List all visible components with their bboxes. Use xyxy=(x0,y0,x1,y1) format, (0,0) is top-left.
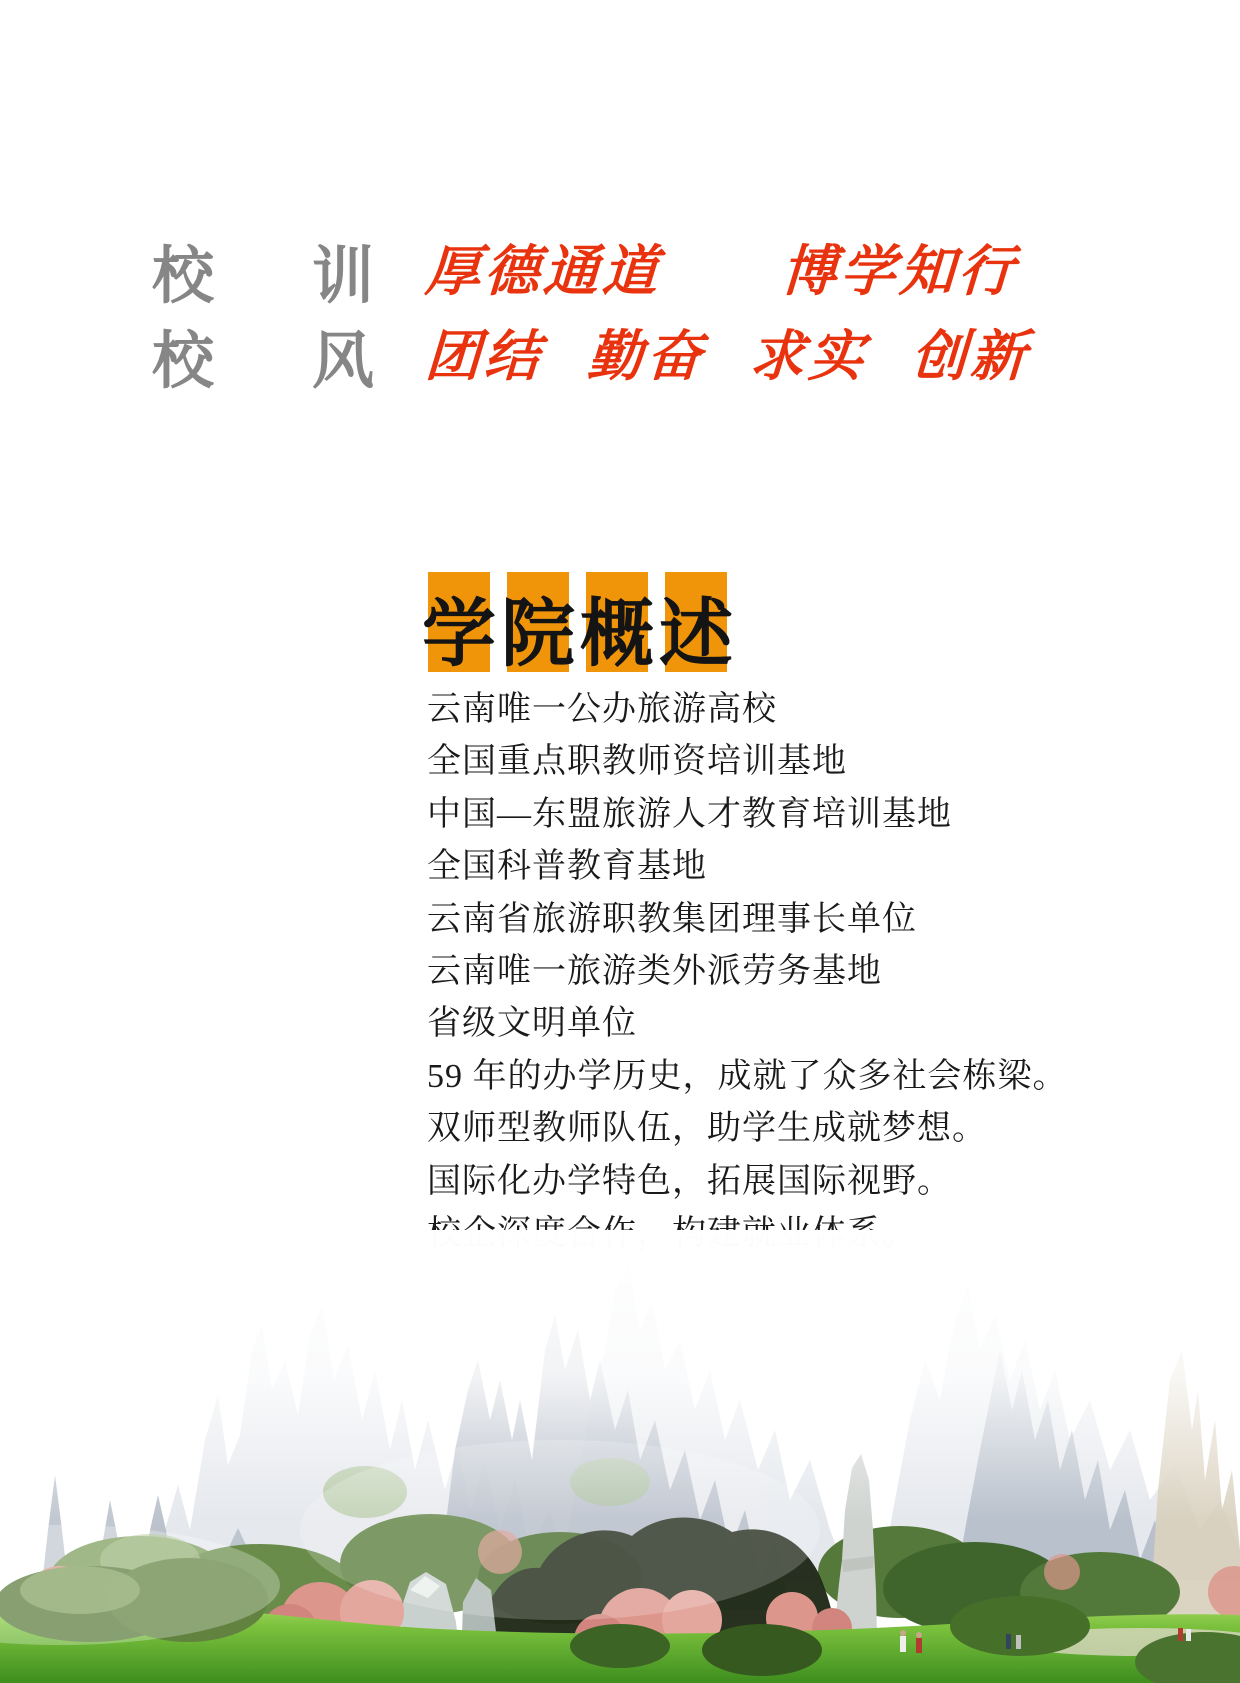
spirit-word: 求实 xyxy=(747,323,870,388)
overview-item: 双师型教师队伍，助学生成就梦想。 xyxy=(427,1110,987,1148)
section-title-college-overview xyxy=(422,572,733,677)
overview-list xyxy=(427,684,1068,1260)
title-block xyxy=(422,572,496,677)
title-block xyxy=(580,572,654,677)
title-char: 院 xyxy=(501,594,575,677)
spirit-word: 创新 xyxy=(909,323,1032,388)
spirit-word: 团结 xyxy=(423,323,546,388)
motto-label-char: 校 xyxy=(152,242,215,311)
title-block xyxy=(501,572,575,677)
spirit-word: 勤奋 xyxy=(585,323,708,388)
overview-item: 国际化办学特色，拓展国际视野。 xyxy=(427,1162,952,1200)
stone-forest-photo xyxy=(0,1230,1240,1683)
overview-item: 59 年的办学历史，成就了众多社会栋梁。 xyxy=(427,1057,1068,1095)
overview-item: 省级文明单位 xyxy=(427,1005,637,1043)
overview-item: 云南省旅游职教集团理事长单位 xyxy=(427,900,917,938)
school-spirit-text xyxy=(423,323,1032,388)
overview-item: 云南唯一公办旅游高校 xyxy=(427,691,777,728)
school-spirit-label xyxy=(152,327,374,396)
school-motto-label xyxy=(152,242,374,311)
spirit-label-char: 校 xyxy=(152,327,215,396)
title-block xyxy=(659,572,733,677)
school-motto-text xyxy=(423,238,1020,303)
title-char: 述 xyxy=(659,594,733,677)
overview-item: 中国—东盟旅游人才教育培训基地 xyxy=(427,795,952,833)
title-char: 学 xyxy=(422,594,496,677)
motto-phrase: 博学知行 xyxy=(779,238,1020,303)
motto-phrase: 厚德通道 xyxy=(423,238,664,303)
title-char: 概 xyxy=(580,594,654,677)
overview-item: 全国科普教育基地 xyxy=(427,848,707,886)
spirit-label-char: 风 xyxy=(311,327,374,396)
overview-item: 全国重点职教师资培训基地 xyxy=(427,743,847,781)
motto-label-char: 训 xyxy=(311,242,374,311)
top-fade xyxy=(0,1230,1240,1520)
overview-item: 云南唯一旅游类外派劳务基地 xyxy=(427,953,882,991)
